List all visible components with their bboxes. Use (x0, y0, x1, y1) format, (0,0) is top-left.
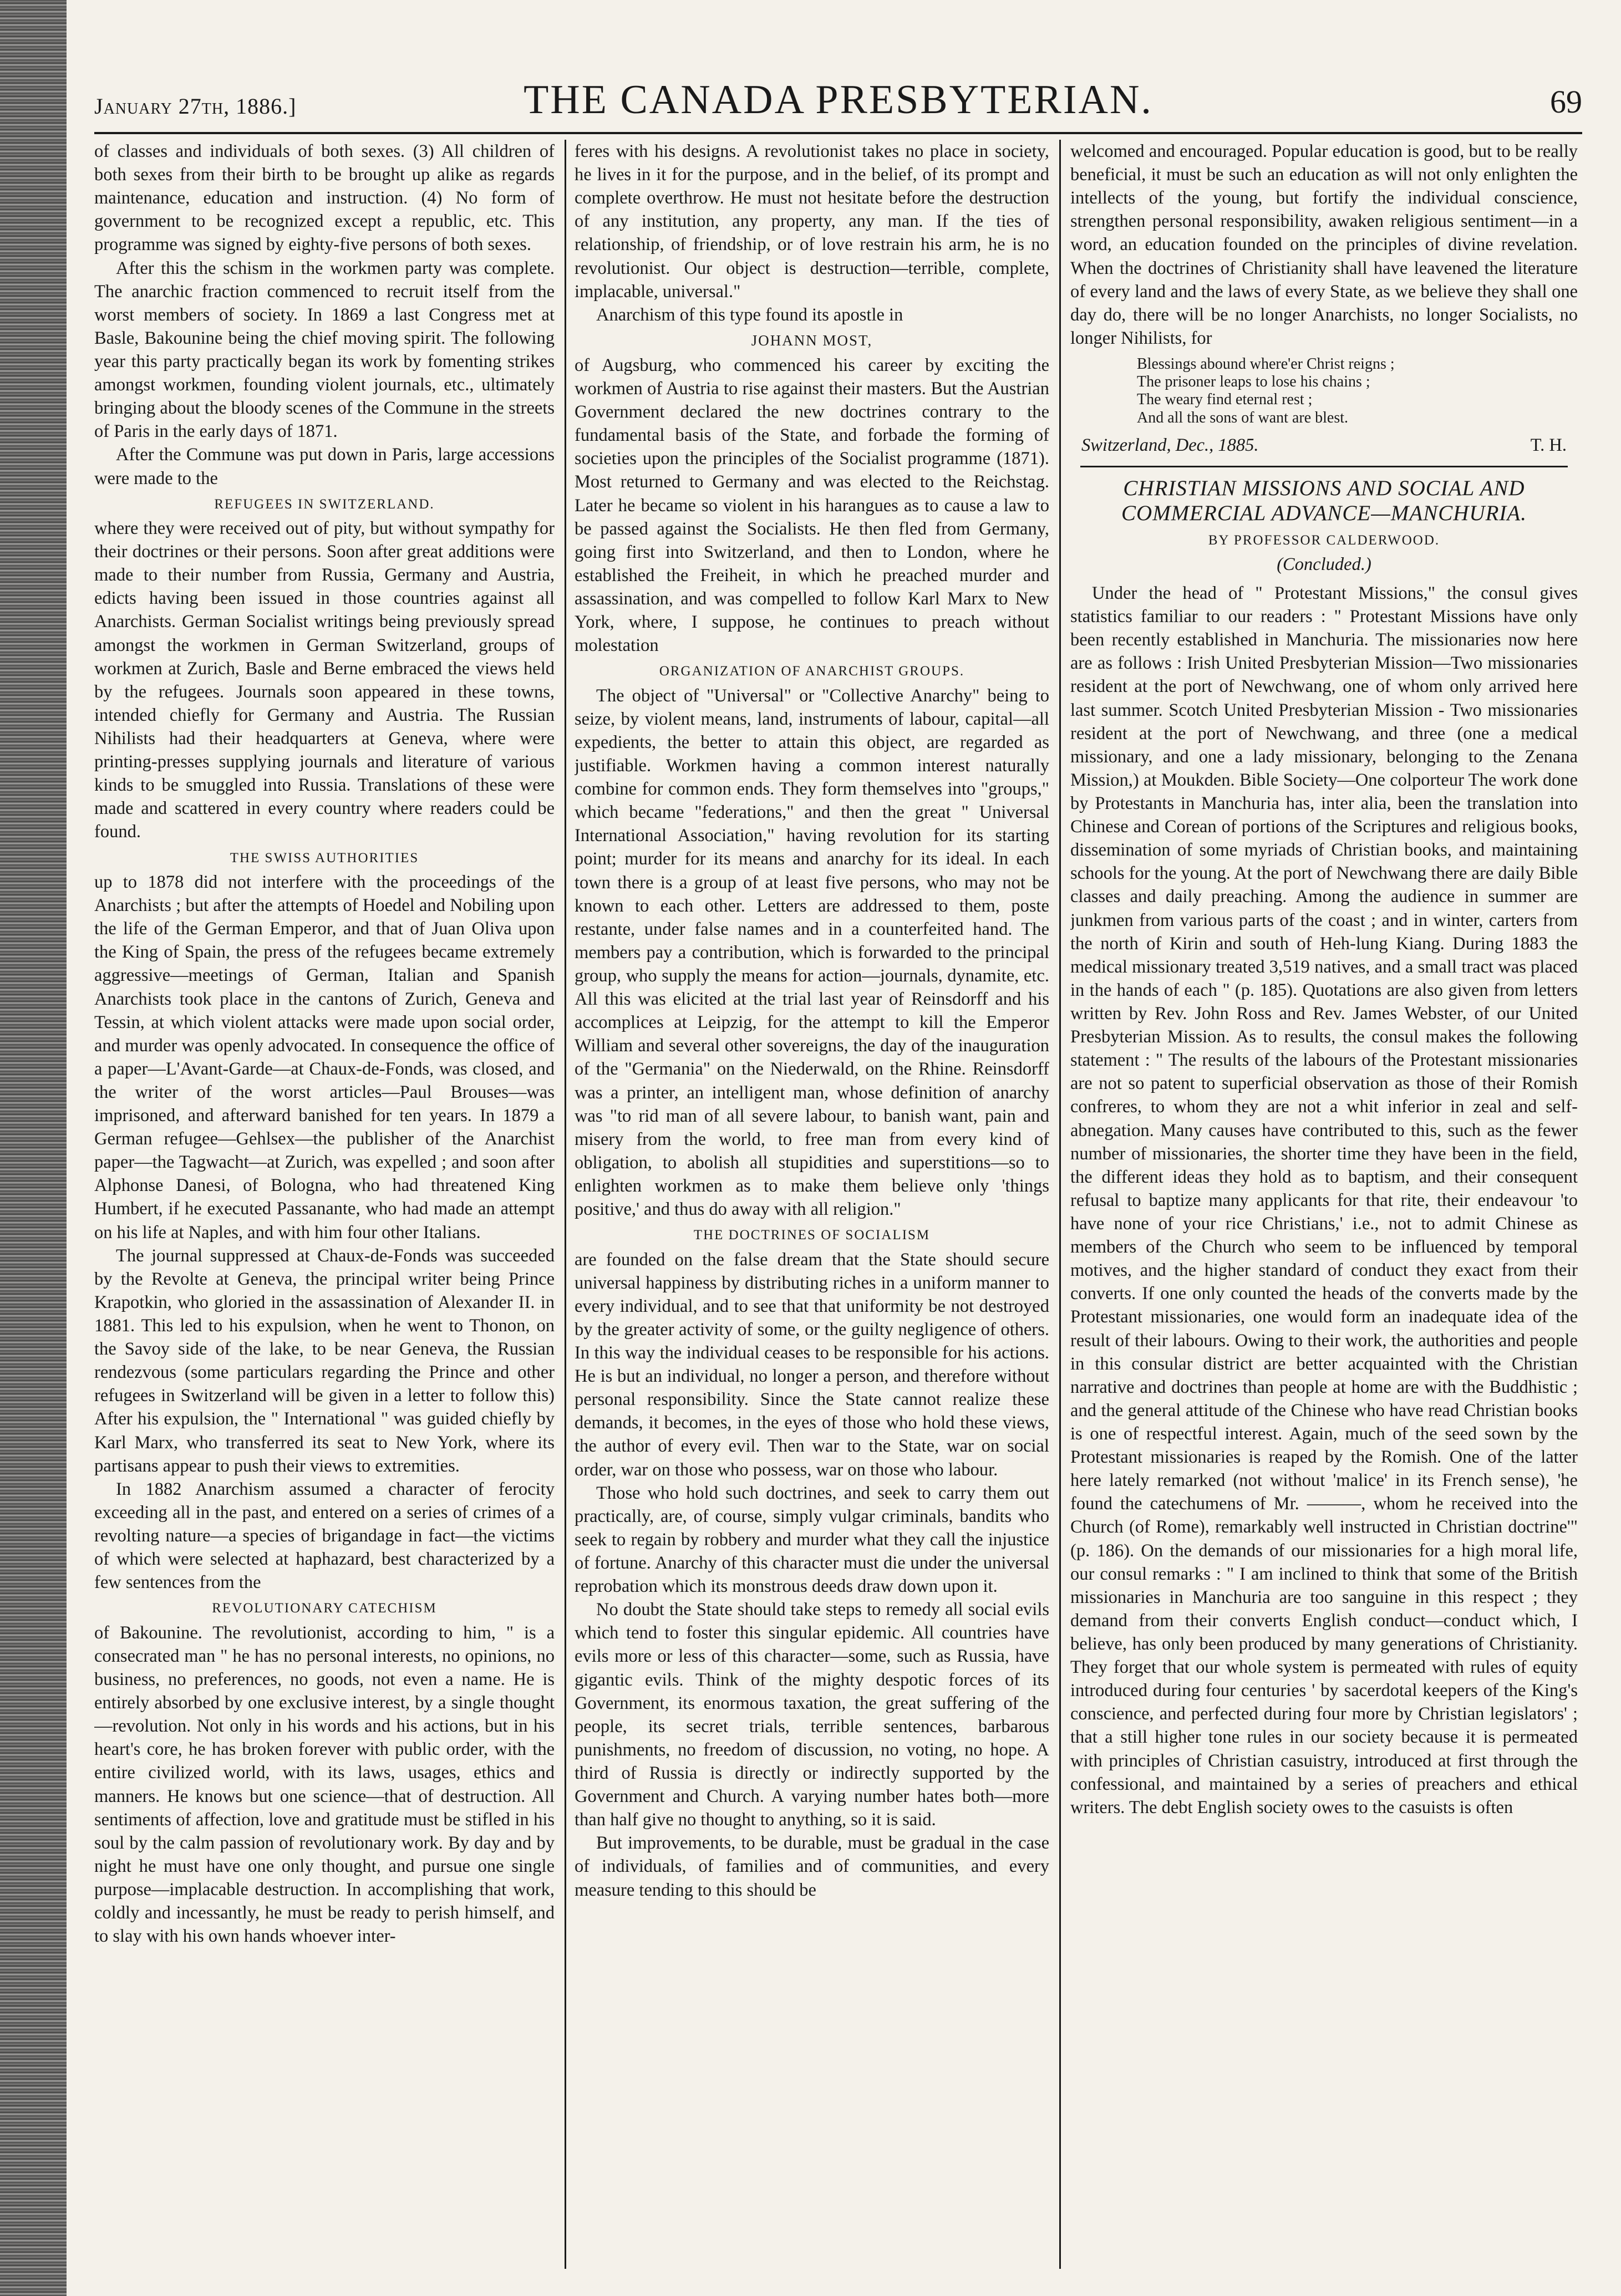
paragraph: where they were received out of pity, but without sympathy for their doctrines or their persons. Soon after great additions were made to their number from Russia, Germany and Austria, edicts having been issued in those countries against all Anarchists. German Socialist writings being previously spread amongst the workmen in German Switzerland, groups of workmen at Zurich, Basle and Berne embraced the views held by the refugees. Journals soon appeared in these towns, intended chiefly for Germany and Austria. The Russian Nihilists had their headquarters at Geneva, where were printing-presses supplying journals and literature of various kinds to be smuggled into Russia. Translations of these were made and scattered in every country where readers could be found. (94, 518, 555, 842)
verse-block (1137, 355, 1578, 427)
issue-date: January 27th, 1886.] (94, 94, 297, 119)
verse-line: Blessings abound where'er Christ reigns ; (1137, 355, 1395, 373)
paragraph: of Bakounine. The revolutionist, according to him, " is a consecrated man " he has no personal interests, no opinions, no business, no preferences, no goods, not even a name. He is entirely absorbed by one exclusive interest, by a single thought—revolution. Not only in his words and his actions, but in his heart's core, he has broken forever with public order, with the entire civilized world, with its laws, usages, ethics and manners. He knows but one science—that of destruction. All sentiments of affection, love and gratitude must be stifled in his soul by the calm passion of revolutionary work. By day and by night he must have one only thought, and pursue one single purpose—implacable destruction. In accomplishing that work, coldly and incessantly, he must be ready to perish himself, and to slay with his own hands whoever inter- (94, 1622, 555, 1947)
page-number: 69 (1550, 84, 1582, 120)
column-3 (1070, 140, 1578, 2269)
signature-place-date: Switzerland, Dec., 1885. (1081, 435, 1259, 455)
column-1 (94, 140, 555, 2269)
paragraph: But improvements, to be durable, must be gradual in the case of individuals, of families and of communities, and every measure tending to this should be (575, 1833, 1049, 1900)
verse-line: The prisoner leaps to lose his chains ; (1137, 373, 1370, 391)
paragraph: Those who hold such doctrines, and seek to carry them out practically, are, of course, simply vulgar criminals, bandits who seek to regain by robbery and murder what they call the injustice of fortune. Anarchy of this character must die under the universal reprobation which its monstrous deeds draw down upon it. (575, 1483, 1049, 1597)
section-heading: ORGANIZATION OF ANARCHIST GROUPS. (659, 664, 965, 679)
name-heading: JOHANN MOST, (751, 332, 873, 349)
section-heading: REFUGEES IN SWITZERLAND. (214, 496, 435, 512)
article-title: CHRISTIAN MISSIONS AND SOCIAL AND COMMERCIAL ADVANCE—MANCHURIA. (1121, 476, 1527, 525)
paragraph: Under the head of " Protestant Missions," the consul gives statistics familiar to our readers : " Protestant Missions have only been recently established in Manchuria. The missionaries now here are as follows : Irish United Presbyterian Mission—Two missionaries resident at the port of Newchwang, one of whom only arrived here last summer. Scotch United Presbyterian Mission - Two missionaries resident at the port of Newchwang, and three (one a medical missionary, and one a lady missionary, belonging to the Zenana Mission,) at Moukden. Bible Society—One colporteur The work done by Protestants in Manchuria has, inter alia, been the translation into Chinese and Corean of portions of the Scriptures and religious books, dissemination of some myriads of Christian books, and maintaining schools for the young. At the port of Newchwang there are daily Bible classes and daily preaching. Among the audience in summer are junkmen from various parts of the coast ; and in winter, carters from the north of Kirin and south of Heh-lung Kiang. During 1883 the medical missionary treated 3,519 natives, and a small tract was placed in the hands of each " (p. 185). Quotations are also given from letters written by Rev. John Ross and Rev. James Webster, of our United Presbyterian Mission. As to results, the consul makes the following statement : " The results of the labours of the Protestant missionaries are not so patent to superficial observation as those of their Romish confreres, to whom they are not a whit inferior in zeal and self-abnegation. Many causes have contributed to this, such as the fewer number of missionaries, the shorter time they have been in the field, the different ideas they hold as to baptism, and their consequent refusal to baptize many applicants for that rite, their endeavour 'to have none of your rice Christians,' i.e., not to admit Chinese as members of the Church who seem to be influenced by temporal motives, and the higher standard of conduct they exact from their converts. If one only counted the heads of the converts made by the Protestant missionaries, one would form an inadequate idea of the result of their labours. Owing to their work, the authorities and people in this consular district are better acquainted with the Christian narrative and doctrines than people at home are with the Buddhistic ; and the general attitude of the Chinese who have read Christian books is one of respectful interest. Again, much of the seed sown by the Protestant missionaries is reaped by the Romish. One of the latter here lately remarked (not without 'malice' in its French sense), 'he found the catechumens of Mr. ———, whom he received into the Church (of Rome), remarkably well instructed in Christian doctrine'" (p. 186). On the demands of our missionaries for a high moral life, our consul remarks : " I am inclined to think that some of the British missionaries in Manchuria are too sanguine in this respect ; they demand from their converts English conduct—conduct which, I believe, has only been produced by many generations of Christianity. They forget that our whole system is permeated with rules of equity introduced during four centuries ' by sacerdotal keepers of the King's conscience, and perfected during four more by Christian legislators' ; that a still higher tone rules in our society because it is permeated with principles of Christian casuistry, introduced at first through the confessional, and maintained by a series of preachers and ethical writers. The debt English society owes to the casuists is often (1070, 583, 1578, 1818)
section-heading: THE SWISS AUTHORITIES (230, 850, 419, 866)
article-byline: BY PROFESSOR CALDERWOOD. (1208, 532, 1440, 548)
newspaper-title: THE CANADA PRESBYTERIAN. (524, 77, 1153, 123)
section-heading: REVOLUTIONARY CATECHISM (212, 1601, 437, 1616)
paragraph: are founded on the false dream that the State should secure universal happiness by distributing riches in a uniform manner to every individual, and to see that that uniformity be not destroyed by the greater activity of some, or the guilty negligence of others. In this way the individual ceases to be responsible for his actions. He is but an individual, no longer a person, and therefore without personal responsibility. Since the State cannot realize these demands, it becomes, in the eyes of those who hold these views, the author of every evil. Then war to the State, war on social order, war on those who possess, war on those who labour. (575, 1249, 1049, 1480)
section-heading: THE DOCTRINES OF SOCIALISM (693, 1228, 931, 1243)
column-2 (575, 140, 1049, 2269)
signature-line (1081, 434, 1567, 457)
paragraph: up to 1878 did not interfere with the proceedings of the Anarchists ; but after the attempts of Hoedel and Nobiling upon the life of the German Emperor, and that of Juan Oliva upon the King of Spain, the press of the refugees became extremely aggressive—meetings of German, Italian and Spanish Anarchists took place in the cantons of Zurich, Geneva and Tessin, at which violent attacks were made upon social order, and murder was openly advocated. In consequence the office of a paper—L'Avant-Garde—at Chaux-de-Fonds, was closed, and the writer of the worst articles—Paul Brouses—was imprisoned, and afterward banished for ten years. In 1879 a German refugee—Gehlsex—the publisher of the Anarchist paper—the Tagwacht—at Zurich, was expelled ; and soon after Alphonse Danesi, of Bologna, who had threatened King Humbert, if he executed Passanante, who had made an attempt on his life at Naples, and with him four other Italians. (94, 872, 555, 1243)
verse-line: And all the sons of want are blest. (1137, 409, 1349, 426)
paragraph: In 1882 Anarchism assumed a character of ferocity exceeding all in the past, and entered on a series of crimes of a revolting nature—a species of brigandage in fact—the victims of which were selected at haphazard, best characterized by a few sentences from the (94, 1479, 555, 1593)
paragraph: The object of "Universal" or "Collective Anarchy" being to seize, by violent means, land, instruments of labour, capital—all expedients, the better to attain this object, are regarded as justifiable. Workmen having a common interest naturally combine for common ends. They form themselves into "groups," which became "federations," and then the great " Universal International Association," having revolution for its starting point; murder for its means and anarchy for its ideal. In each town there is a group of at least five persons, who may not be known to each other. Letters are addressed to them, poste restante, under false names and in a counterfeited hand. The members pay a contribution, which is forwarded to the principal group, who supply the means for action—journals, dynamite, etc. All this was elicited at the trial last year of Reinsdorff and his accomplices at Leipzig, for the attempt to kill the Emperor William and several other sovereigns, the day of the inauguration of the "Germania" on the Niederwald, on the Rhine. Reinsdorff was a printer, an intelligent man, whose definition of anarchy was "to rid man of all severe labour, to banish want, pain and misery from the world, to free man from every kind of obligation, to abolish all stupidities and superstitions—so to enlighten workmen as to make them believe only 'things positive,' and thus do away with all religion." (575, 685, 1049, 1220)
paragraph: After this the schism in the workmen party was complete. The anarchic fraction commenced to recruit itself from the worst members of society. In 1869 a last Congress met at Basle, Bakounine being the chief moving spirit. The following year this party practically began its work by fomenting strikes amongst workmen, founding violent journals, etc., ultimately bringing about the bloody scenes of the Commune in the streets of Paris in the early days of 1871. (94, 258, 555, 442)
article-divider (1080, 466, 1567, 467)
paragraph: Anarchism of this type found its apostle in (596, 304, 903, 325)
concluded-note: (Concluded.) (1277, 554, 1371, 574)
page-header (94, 72, 1582, 128)
verse-line: The weary find eternal rest ; (1137, 391, 1313, 409)
paragraph: of Augsburg, who commenced his career by exciting the workmen of Austria to rise against their masters. But the Austrian Government declared the new doctrines contrary to the fundamental basis of the State, and forbade the forming of societies upon the principles of the Socialist programme (1871). Most returned to Germany and was elected to the Reichstag. Later he became so violent in his harangues as to cause a law to be passed against the Socialists. He then fled from Germany, going first into Switzerland, and then to London, where he established the Freiheit, in which he preached murder and assassination, and was compelled to follow Karl Marx to New York, where, I suppose, he continues to preach without molestation (575, 355, 1049, 656)
column-rule-2 (1059, 140, 1061, 2269)
paragraph: welcomed and encouraged. Popular education is good, but to be really beneficial, it must be such an education as will not only enlighten the intellects of the young, but fortify the individual conscience, strengthen personal responsibility, awaken religious sentiment—in a word, an education founded on the principles of divine revelation. When the doctrines of Christianity shall have leavened the literature of every land and the laws of every State, as we believe they shall one day do, there will be no longer Anarchists, no longer Socialists, no longer Nihilists, for (1070, 141, 1578, 348)
column-rule-1 (565, 140, 566, 2269)
paragraph: of classes and individuals of both sexes. (3) All children of both sexes from their birth to be brought up alike as regards maintenance, education and instruction. (4) No form of government to be recognized except a republic, etc. This programme was signed by eighty-five persons of both sexes. (94, 141, 555, 255)
paragraph: After the Commune was put down in Paris, large accessions were made to the (94, 445, 555, 488)
signature-initials: T. H. (1530, 435, 1567, 455)
page-spine-edge (0, 0, 67, 2296)
paragraph: No doubt the State should take steps to remedy all social evils which tend to foster this singular epidemic. All countries have evils more or less of this character—some, such as Russia, have gigantic evils. Think of the mighty despotic forces of its Government, its enormous taxation, the great suffering of the people, its secret trials, terrible sentences, barbarous punishments, no freedom of discussion, no voting, no hope. A third of Russia is directly or indirectly supported by the Government and Church. A varying number hates both—more than half give no thought to anything, so it is said. (575, 1600, 1049, 1830)
paragraph: feres with his designs. A revolutionist takes no place in society, he lives in it for the purpose, and in the belief, of its prompt and complete overthrow. He must not hesitate before the destruction of any institution, any property, any man. If the ties of relationship, of friendship, or of love restrain his arm, he is no revolutionist. Our object is destruction—terrible, complete, implacable, universal." (575, 141, 1049, 302)
paragraph: The journal suppressed at Chaux-de-Fonds was succeeded by the Revolte at Geneva, the principal writer being Prince Krapotkin, who gloried in the assassination of Alexander II. in 1881. This led to his expulsion, when he went to Thonon, on the Savoy side of the lake, to be near Geneva, the Russian rendezvous (some particulars regarding the Prince and other refugees in Switzerland will be given in a letter to follow this) After his expulsion, the " International " was guided chiefly by Karl Marx, who transferred its seat to New York, where its partisans appear to push their views to extremities. (94, 1245, 555, 1476)
header-rule (94, 132, 1582, 134)
